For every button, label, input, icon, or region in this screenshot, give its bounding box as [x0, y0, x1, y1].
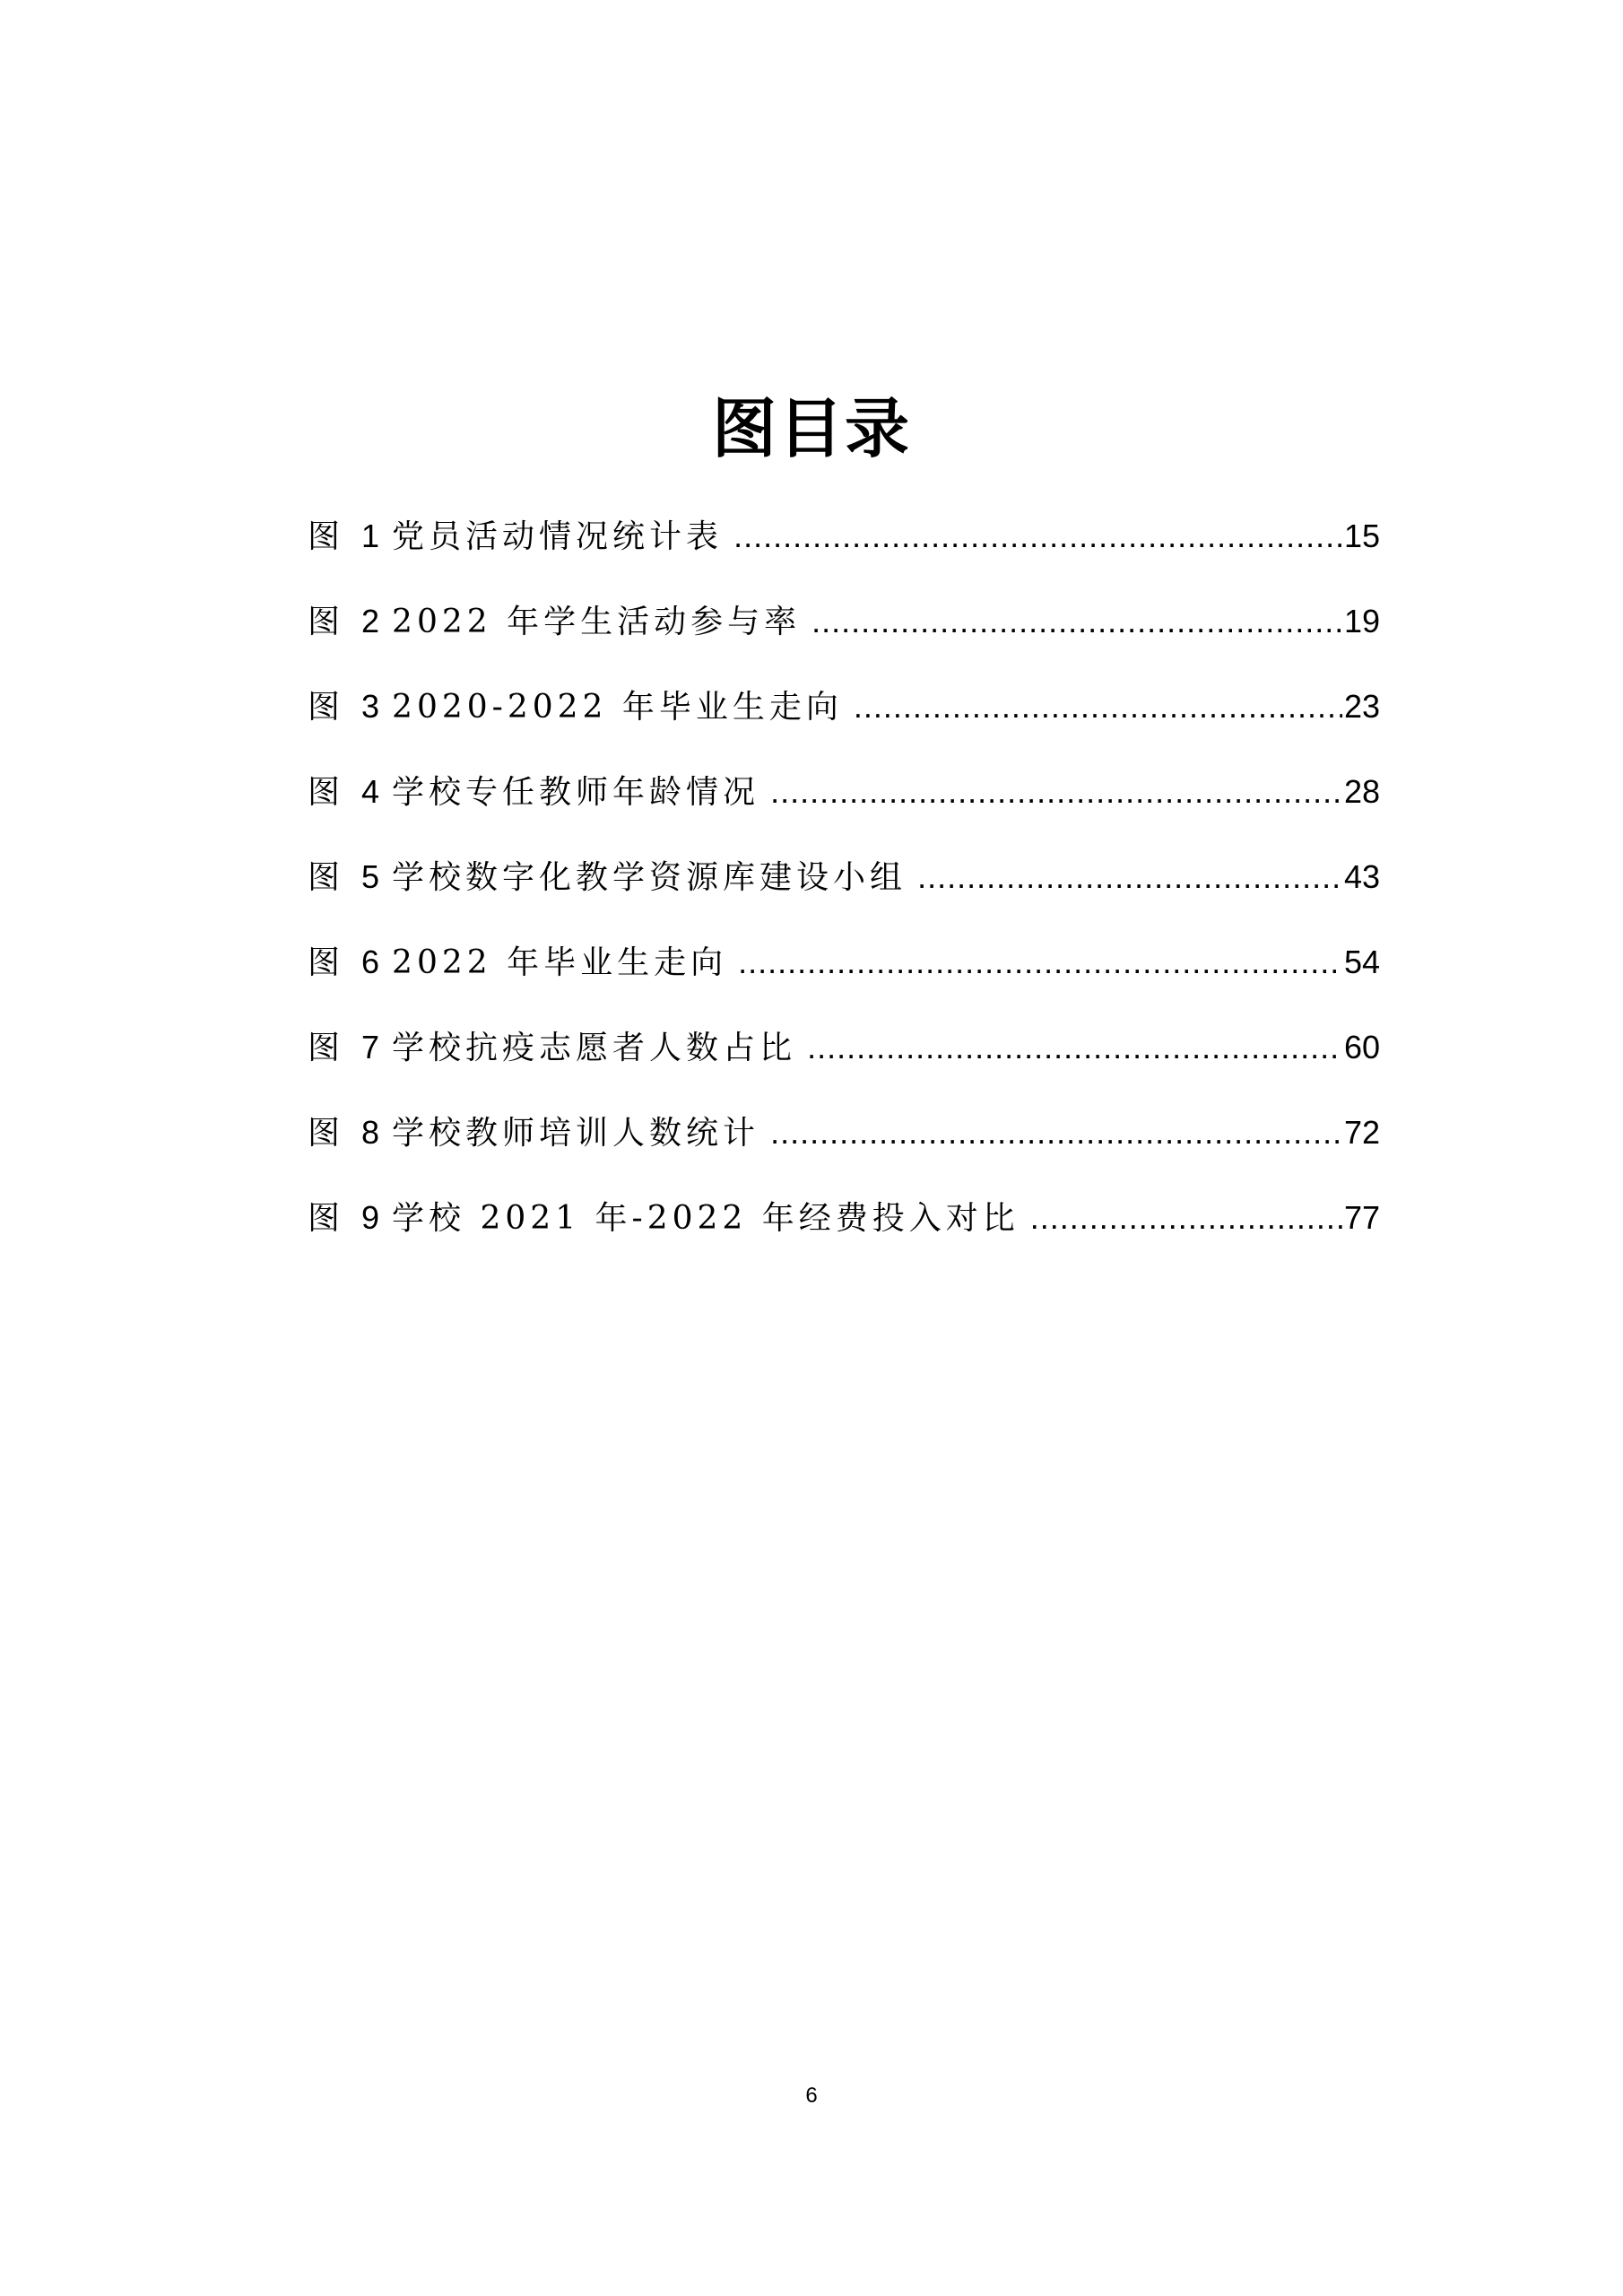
- dot-leader: [812, 593, 1342, 650]
- page-ref: 72: [1343, 1114, 1380, 1151]
- figure-prefix: 图: [308, 944, 346, 981]
- figure-number: 1: [361, 517, 380, 554]
- page-number: 6: [805, 2083, 818, 2108]
- page-ref: 28: [1343, 773, 1380, 810]
- figure-entry[interactable]: [308, 508, 1380, 593]
- dot-leader: [733, 508, 1342, 565]
- dot-leader: [770, 763, 1342, 821]
- figure-number: 3: [361, 688, 380, 725]
- figure-entry[interactable]: [308, 934, 1380, 1019]
- figure-number: 5: [361, 858, 380, 895]
- page-ref: 43: [1343, 858, 1380, 895]
- page-ref: 19: [1343, 603, 1380, 639]
- figure-title: 党员活动情况统计表: [392, 518, 724, 555]
- page-title: 图目录: [711, 390, 911, 466]
- figure-title: 2022 年毕业生走向: [392, 944, 728, 981]
- figure-prefix: 图: [308, 774, 346, 811]
- figure-title: 学校数字化教学资源库建设小组: [392, 859, 907, 896]
- figure-prefix: 图: [308, 604, 346, 640]
- figure-list: [308, 508, 1380, 1274]
- page-ref: 54: [1343, 944, 1380, 980]
- figure-title: 2022 年学生活动参与率: [392, 604, 802, 640]
- figure-number: 6: [361, 944, 380, 980]
- page-ref: 60: [1343, 1029, 1380, 1065]
- figure-number: 4: [361, 773, 380, 810]
- figure-title: 学校专任教师年龄情况: [392, 774, 760, 811]
- dot-leader: [917, 848, 1342, 906]
- figure-entry[interactable]: [308, 848, 1380, 934]
- figure-number: 7: [361, 1029, 380, 1065]
- figure-prefix: 图: [308, 1030, 346, 1066]
- figure-prefix: 图: [308, 1200, 346, 1237]
- dot-leader: [770, 1104, 1342, 1161]
- dot-leader: [738, 934, 1342, 991]
- page-ref: 77: [1343, 1199, 1380, 1236]
- figure-entry[interactable]: [308, 1104, 1380, 1189]
- figure-title: 学校教师培训人数统计: [392, 1115, 760, 1152]
- figure-entry[interactable]: [308, 593, 1380, 678]
- dot-leader: [807, 1019, 1342, 1076]
- figure-title: 2020-2022 年毕业生走向: [392, 689, 843, 726]
- page-ref: 15: [1343, 517, 1380, 554]
- figure-number: 8: [361, 1114, 380, 1151]
- figure-prefix: 图: [308, 518, 346, 555]
- dot-leader: [1030, 1189, 1342, 1247]
- figure-prefix: 图: [308, 859, 346, 896]
- figure-entry[interactable]: [308, 678, 1380, 763]
- figure-entry[interactable]: [308, 1189, 1380, 1274]
- page-ref: 23: [1343, 688, 1380, 725]
- figure-number: 2: [361, 603, 380, 639]
- figure-title: 学校抗疫志愿者人数占比: [392, 1030, 797, 1066]
- figure-prefix: 图: [308, 689, 346, 726]
- dot-leader: [854, 678, 1342, 735]
- figure-entry[interactable]: [308, 763, 1380, 848]
- figure-entry[interactable]: [308, 1019, 1380, 1104]
- figure-prefix: 图: [308, 1115, 346, 1152]
- figure-number: 9: [361, 1199, 380, 1236]
- figure-title: 学校 2021 年-2022 年经费投入对比: [392, 1200, 1020, 1237]
